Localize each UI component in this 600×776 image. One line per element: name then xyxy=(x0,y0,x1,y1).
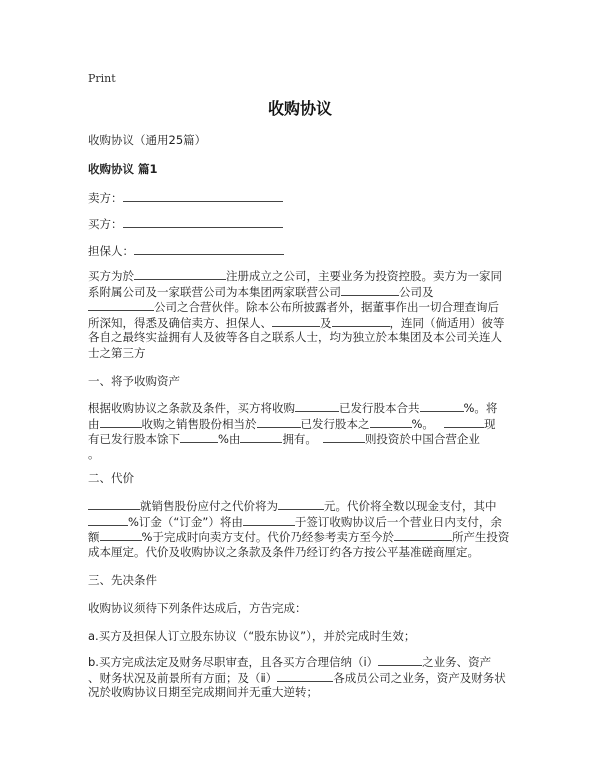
text-span: 已发行股本合共 xyxy=(339,401,420,415)
guarantor-field xyxy=(88,243,284,259)
blank xyxy=(100,529,142,541)
text-span: 拥有。 xyxy=(282,432,317,447)
doc-subtitle: 收购协议（通用25篇） xyxy=(88,133,207,147)
buyer-label: 买方： xyxy=(88,217,123,231)
text-span: 于签订收购协议后一个营业日内支付，余 xyxy=(294,514,502,529)
blank xyxy=(257,416,301,428)
condition-a: a.买方及担保人订立股东协议（“股东协议”），并於完成时生效； xyxy=(88,629,416,643)
text-row: 况於收购协议日期至完成期间并无重大逆转； xyxy=(88,685,318,700)
seller-label: 卖方： xyxy=(88,191,123,205)
text-span: 已发行股本之 xyxy=(300,416,370,431)
s2-paragraph xyxy=(88,498,516,560)
blank xyxy=(88,498,140,510)
section-heading: 收购协议 篇1 xyxy=(88,162,158,176)
text-span: ，连同（倘适用）彼等 xyxy=(389,315,505,330)
s1-heading: 一、将予收购资产 xyxy=(88,374,180,388)
seller-blank xyxy=(123,190,283,202)
blank xyxy=(420,400,464,412)
text-span: 之业务、资产 xyxy=(422,655,492,669)
text-span: %订金（“订金”）将由 xyxy=(128,514,243,529)
blank xyxy=(243,514,295,526)
seller-field xyxy=(88,190,283,206)
s3-intro: 收购协议须待下列条件达成后，方告完成： xyxy=(88,601,307,615)
text-span: %由 xyxy=(218,432,241,447)
text-span: 收购之销售股份相当於 xyxy=(141,416,257,431)
blank xyxy=(332,315,390,327)
s2-heading: 二、代价 xyxy=(88,471,134,485)
blank xyxy=(134,268,226,280)
text-span: 及 xyxy=(320,315,332,330)
blank xyxy=(88,514,128,526)
page-title: 收购协议 xyxy=(267,99,332,118)
blank xyxy=(180,431,218,443)
text-row: 士之第三方 xyxy=(88,345,146,360)
s1-paragraph xyxy=(88,400,516,462)
condition-b xyxy=(88,654,516,701)
buyer-blank xyxy=(123,216,283,228)
intro-paragraph xyxy=(88,268,516,362)
blank xyxy=(341,284,399,296)
buyer-field xyxy=(88,216,283,232)
text-span: 公司及 xyxy=(399,284,434,299)
blank xyxy=(394,529,452,541)
text-span: %。 xyxy=(411,416,434,431)
blank xyxy=(277,670,333,682)
text-span: 现 xyxy=(483,416,496,431)
text-row: 成本厘定。代价及收购协议之条款及条件乃经订约各方按公平基准磋商厘定。 xyxy=(88,544,479,559)
blank xyxy=(88,299,154,311)
blank xyxy=(295,400,339,412)
text-span: %于完成时向卖方支付。代价乃经参考卖方至今於 xyxy=(141,530,394,545)
blank xyxy=(378,654,422,666)
blank xyxy=(278,498,324,510)
blank xyxy=(272,315,320,327)
text-row: 各自之最终实益拥有人及彼等各自之联系人士，均为独立於本集团及本公司关连人 xyxy=(88,330,502,345)
text-span: 则投资於中国合营企业 xyxy=(364,432,480,447)
guarantor-label: 担保人： xyxy=(88,244,134,258)
blank xyxy=(370,416,412,428)
text-span: 由 xyxy=(88,416,100,431)
text-span: 所深知，得悉及确信卖方、担保人、 xyxy=(88,315,272,330)
print-label: Print xyxy=(88,72,116,85)
blank xyxy=(240,431,282,443)
text-span: 买方为於 xyxy=(88,269,134,283)
s3-heading: 三、先决条件 xyxy=(88,573,157,587)
blank xyxy=(444,416,484,428)
blank xyxy=(100,416,142,428)
text-span: 各成员公司之业务，资产及财务状 xyxy=(333,670,506,685)
text-span: 元。代价将全数以现金支付，其中 xyxy=(324,499,497,513)
text-span: 根据收购协议之条款及条件，买方将收购 xyxy=(88,401,295,415)
text-span: 有已发行股本馀下 xyxy=(88,432,180,447)
text-span: 、财务状况及前景所有方面；及（ⅱ） xyxy=(88,670,278,685)
text-span: 公司之合营伙伴。除本公布所披露者外，据董事作出一切合理查询后 xyxy=(154,300,499,315)
text-span: b.买方完成法定及财务尽职审查，且各买方合理信纳（ⅰ） xyxy=(88,655,379,669)
blank xyxy=(323,431,365,443)
text-span: %。将 xyxy=(463,401,498,415)
text-span: 所产生投资 xyxy=(451,530,510,545)
text-span: 额 xyxy=(88,530,100,545)
text-row: 。 xyxy=(88,446,100,461)
text-span: 注册成立之公司，主要业务为投资控股。卖方为一家同 xyxy=(226,269,502,283)
guarantor-blank xyxy=(134,243,284,255)
text-span: 系附属公司及一家联营公司为本集团两家联营公司 xyxy=(88,284,341,299)
text-span: 就销售股份应付之代价将为 xyxy=(140,499,278,513)
